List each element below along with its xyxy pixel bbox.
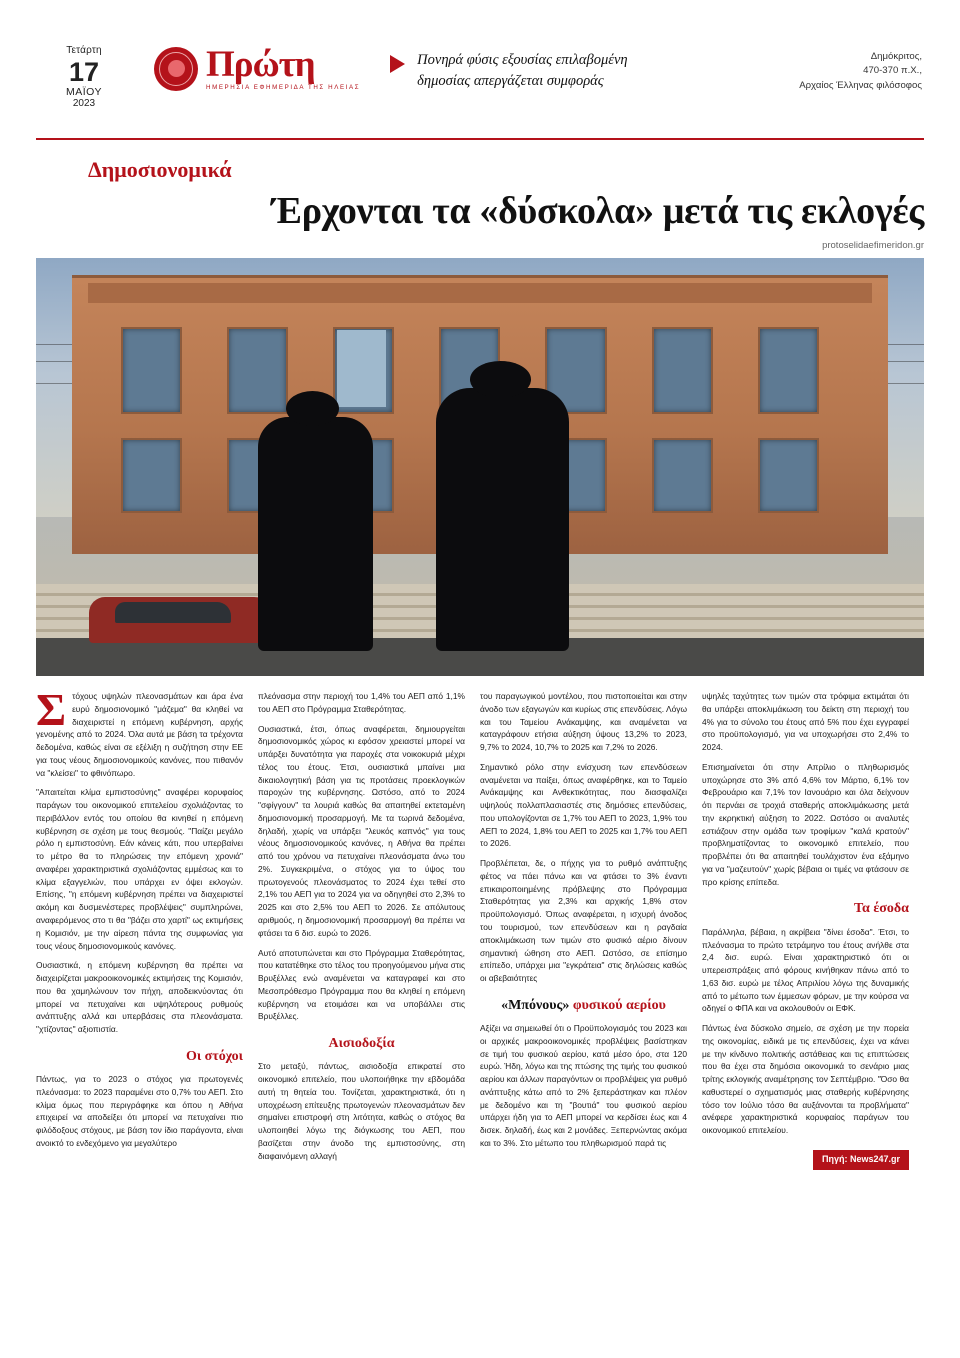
quote-line-2: δημοσίας απεργάζεται συμφοράς: [417, 72, 604, 89]
section-subhead: Οι στόχοι: [185, 1048, 243, 1064]
date-month: ΜΑΪΟΥ: [66, 85, 102, 98]
masthead-divider: [36, 138, 924, 140]
paragraph: του παραγωγικού μοντέλου, που πιστοποιείται και στην άνοδο των εξαγωγών και κυρίως στις επενδύσεις. Λόγω και του Ταμείου Ανάκαμψης, και αναμένεται να καταγράφουν ετήσια αύξηση ύψους 13,2% το 2023, 9,7% το 2024, 10,7% το 2025 και 7,2% το 2026.: [480, 691, 687, 753]
section-subhead-plain: «Μπόνους»: [501, 997, 573, 1013]
paragraph: Πάντως ένα δύσκολο σημείο, σε σχέση με την πορεία της οικονομίας, ειδικά με τις επενδύσεις, έχει να κάνει με την κίνδυνο πολιτικής αστάθειας και τις επιπτώσεις που θα έχει στα δημόσια οικονομικά το σενάριο μιας τρίτης εκλογικής αναμέτρησης τον Σεπτέμβριο. "Όσο θα καθυστερεί ο σχηματισμός μιας σταθερής κυβέρνησης τόσο τον Ιούλιο τόσο θα αυξάνονται τα προβλήματα" ανέφερε χαρακτηριστικά κορυφαίος παράγων του οικονομικού επιτελείου.: [702, 1023, 909, 1136]
paragraph: Επισημαίνεται ότι στην Απρίλιο ο πληθωρισμός υποχώρησε στο 3% από 4,6% τον Μάρτιο, 6,1% τον Φεβρουάριο και 7,1% τον Ιανουάριο και όλα δείχνουν ότι περνάει σε τροχιά σταθερής αποκλιμάκωσης μετά την εκρηκτική αύξηση το 2022. Ωστόσο οι αναλυτές εστιάζουν στην ομάδα των τροφίμων "καλά κρατούν" προβληματίζοντας το οικονομικό επιτελείο, που προβλέπει ότι θα απαιτηθεί τουλάχιστον ένα εξάμηνο για να "μαζευτούν" χωρίς βέβαια οι τιμές να φτάσουν σε προ κρίσης επίπεδα.: [702, 761, 909, 887]
article-photo: [36, 258, 924, 676]
paragraph: Στο μεταξύ, πάντως, αισιοδοξία επικρατεί στο οικονομικό επιτελείο, που υλοποιήθηκε την εβδομάδα αυτή τη θητεία του. Τονίζεται, χαρακτηριστικά, ότι η υποχρέωση επίτευξης πρωτογενών πλεονασμάτων δεν σημαίνει επιστροφή στη λιτότητα, καθώς ο στόχος θα υλοποιηθεί λόγω της διόγκωσης του ΑΕΠ, που βασίζεται στην άνοδο της εμπιστοσύνης, στη διαφαινόμενη αλλαγή: [258, 1061, 465, 1161]
paragraph: "Απαιτείται κλίμα εμπιστοσύνης" αναφέρει κορυφαίος παράγων του οικονομικού επιτελείου σχολιάζοντας το περιβάλλον εντός του οποίου θα κινηθεί η επόμενη κυβέρνηση σε σχέση με τους θεσμούς. "Παίζει μεγάλο ρόλο η εμπιστοσύνη. Εάν κάνεις κάτι, που υπερβαίνει το μέτρο θα το πληρώσεις την επόμενη χρονιά" αναφέρει χαρακτηριστικά σχολιάζοντας εμμέσως και το κλίμα εξαγγελιών, που υπάρχει εν όψει εκλογών. Επίσης, "η επόμενη κυβέρνηση πρέπει να διαχειριστεί ακόμη και δυσμενέστερες προβλέψεις" συμπληρώνει, αναφερόμενος στο τι θα "βάζει στο χαρτί" ως εκτιμήσεις η Κομισιόν, με την αίρεση πάντα της συμφωνίας για τους νέους δημοσιονομικούς κανόνες.: [36, 787, 243, 951]
column-1: [36, 684, 243, 1170]
seal-icon: [154, 47, 198, 91]
logo-name: Πρώτη: [206, 44, 315, 85]
date-weekday: Τετάρτη: [66, 45, 102, 56]
paragraph: Ουσιαστικά, έτσι, όπως αναφέρεται, δημιουργείται δημοσιονομικός χώρος κι εφόσον χρειαστεί μπορεί να υπάρξει δυνατότητα για παροχές στα νοικοκυριά μέχρι τέλος του έτους. Έτσι, ουσιαστικά μπαίνει μια δικαιολογητική βάση για τις προτάσεις προεκλογικών παροχών της κυβέρνησης. Ωστόσο, από το 2024 "σφίγγουν" τα λουριά καθώς θα απαιτηθεί εκτεταμένη δημοσιονομική προσαρμογή. Με τα τωρινά δεδομένα, δηλαδή, χωρίς να υπάρξει "λευκός καπνός" για τους νέους δημοσιονομικούς κανόνες, η Αθήνα θα πρέπει από του χρόνου να πετυχαίνει πλεονάσματα άνω του 2%. Συγκεκριμένα, ο στόχος για το ύψος του πρωτογενούς πλεονάσματος το 2024 έχει τεθεί στο 2,1% του ΑΕΠ για το 2024 για να οδηγηθεί στο 2,3% το 2025 και στο 2,5% του ΑΕΠ το 2026. Σε απόλυτους αριθμούς, η δημοσιονομική προσαρμογή θα πρέπει να φτάσει τα 6 δισ. ευρώ το 2026.: [258, 723, 465, 938]
logo-tagline: ΗΜΕΡΗΣΙΑ ΕΦΗΜΕΡΙΔΑ ΤΗΣ ΗΛΕΙΑΣ: [206, 84, 361, 91]
watermark-text: protoselidaefimeridon.gr: [822, 240, 924, 251]
photo-cornice: [88, 283, 872, 302]
paragraph: Αυτό αποτυπώνεται και στο Πρόγραμμα Σταθερότητας, που κατατέθηκε στο τέλος του προηγούμενου μήνα στις Βρυξέλλες ενώ αναμένεται να καταγραφεί και στο Μεσοπρόθεσμο Πρόγραμμα που θα κληθεί η επόμενη κυβέρνηση να ετοιμάσει και να υποβάλλει στις Βρυξέλλες.: [258, 947, 465, 1022]
photo-car: [89, 597, 275, 643]
attribution-line-3: Αρχαίος Έλληνας φιλόσοφος: [799, 79, 922, 91]
date-day: 17: [68, 56, 100, 87]
paragraph: πλεόνασμα στην περιοχή του 1,4% του ΑΕΠ από 1,1% του ΑΕΠ στο Πρόγραμμα Σταθερότητας.: [258, 691, 465, 714]
section-subhead: Αισιοδοξία: [328, 1036, 395, 1052]
paragraph: Πάντως, για το 2023 ο στόχος για πρωτογενές πλεόνασμα: το 2023 παραμένει στο 0,7% του ΑΕΠ. Στο κλίμα όμως που περιγράφηκε και όπου η Αθήνα επιχειρεί να αποδείξει ότι μπορεί να πετυχαίνει πιο φιλόδοξους στόχους, με βάση τον ίδιο παράγοντα, είναι ανοικτό το ενδεχόμενο για μεγαλύτερο: [36, 1074, 243, 1148]
article-kicker: Δημοσιονομικά: [88, 157, 232, 182]
date-year: 2023: [72, 97, 96, 109]
section-subhead: Τα έσοδα: [853, 901, 909, 917]
quote-attribution: [799, 44, 924, 93]
article-body: [36, 684, 924, 1170]
date-block: [36, 44, 132, 109]
dropcap: Σ: [36, 684, 67, 735]
logo-text: [206, 46, 360, 91]
paragraph-text: τόχους υψηλών πλεονασμάτων και άρα ένα ευρύ δημοσιονομικό "μάζεμα" θα κληθεί να διαχειριστεί η επόμενη κυβέρνηση, αρχής γενομένης από το 2024. Όλα αυτά με βάση τα τρέχοντα δεδομένα, καθώς είναι σε εξέλιξη η συζήτηση στην ΕΕ για τους νέους δημοσιονομικούς κανόνες, που πιθανόν να "κλείσει" το φθινόπωρο.: [36, 691, 243, 778]
column-2: [258, 690, 465, 1170]
quote-block: [390, 44, 627, 91]
paragraph: Ουσιαστικά, η επόμενη κυβέρνηση θα πρέπει να διαχειρίζεται μακροοικονομικές εκτιμήσεις της Κομισιόν, που θα χαμηλώνουν τον πήχη, αποδεικνύοντας ότι μπορεί να πετυχαίνει και υψηλότερους ρυθμούς ανάπτυξης αλλά και υπερβάσεις στα πλεονάσματα. "χτίζοντας" αξιοπιστία.: [36, 960, 243, 1035]
paragraph: Σημαντικό ρόλο στην ενίσχυση των επενδύσεων αναμένεται να παίξει, όπως αναφέρθηκε, και το Ταμείο Ανάκαμψης και Ανθεκτικότητας, που διασφαλίζει υψηλούς πολλαπλασιαστές στις δημόσιες επενδύσεις, που υπολογίζονται σε 1,7% του ΑΕΠ το 2023, 1,9% του ΑΕΠ το 2024, 1,8% του ΑΕΠ το 2025 και 1,7% του ΑΕΠ το 2026.: [480, 761, 687, 849]
attribution-line-1: Δημόκριτος,: [870, 51, 922, 62]
newspaper-logo: [154, 44, 360, 91]
paragraph: [36, 684, 243, 779]
section-subhead: [480, 995, 687, 1016]
source-badge: Πηγή: News247.gr: [813, 1150, 909, 1170]
masthead: [36, 0, 924, 122]
photo-silhouette-1: [258, 417, 373, 651]
arrow-right-icon: [390, 55, 405, 73]
paragraph: Παράλληλα, βέβαια, η ακρίβεια "δίνει έσοδα". Έτσι, το πλεόνασμα το πρώτο τετράμηνο του έτους ανήλθε στα 2,4 δισ. ευρώ. Είναι χαρακτηριστικό ότι οι υπερεισπράξεις από φόρους κινήθηκαν πάνω από το 1,63 δισ. ευρώ με τέλος Απριλίου λόγω της δυναμικής από το μέτωπο των έμμεσων φόρων, με την κούρσα να οδηγεί ο ΦΠΑ και να ακολουθούν οι ΕΦΚ.: [702, 926, 909, 1014]
quote-text: [417, 50, 627, 91]
photo-silhouette-2: [436, 388, 569, 651]
page-title: Έρχονται τα «δύσκολα» μετά τις εκλογές: [271, 190, 924, 232]
attribution-line-2: 470-370 π.Χ.,: [863, 65, 922, 77]
section-subhead-accent: φυσικού αερίου: [572, 997, 666, 1013]
paragraph: Προβλέπεται, δε, ο πήχης για το ρυθμό ανάπτυξης φέτος να πάει πάνω και να φτάσει το 3% έναντι επικαιροποιημένης πρόβλεψης στο Πρόγραμμα Σταθερότητας για 2,3% και αρχικής 1,8% στον προϋπολογισμό. Όπως αναφέρεται, η ισχυρή άνοδος του τουρισμού, των επενδύσεων και η ραγδαία αποκλιμάκωση των τιμών στο φυσικό αέριο δίνουν σημαντική ώθηση στο ΑΕΠ. Ωστόσο, σε επίσημο επίπεδο, υπάρχει μια "εγκράτεια" στις δηλώσεις καθώς οι αβεβαιότητες: [480, 858, 687, 984]
column-4: [702, 690, 909, 1170]
column-3: [480, 690, 687, 1170]
seal-inner-icon: [168, 60, 185, 77]
paragraph: Αξίζει να σημειωθεί ότι ο Προϋπολογισμός του 2023 και οι αρχικές μακροοικονομικές προβλέψεις βασίστηκαν σε τιμή του φυσικού αερίου, κατά μέσο όρο, στα 120 ευρώ. Ήδη, λόγω και της πτώσης της τιμής του φυσικού αερίου και άλλων παραγόντων οι προβλέψεις για ρυθμό ανάπτυξης κάτω από το 2% ξεπεράστηκαν και πλέον με δεδομένο και τη "βουτιά" του φυσικού αερίου υπάρχει ήδη για το ΑΕΠ μπορεί να κερδίσει έως και 4 δισεκ. δηλαδή, έως και 2 μονάδες. Ξεπερνώντας ακόμα και το 3%. Στο μέτωπο του πληθωρισμού παρά τις: [480, 1023, 687, 1148]
quote-line-1: Πονηρά φύσις εξουσίας επιλαβομένη: [417, 52, 628, 68]
paragraph: υψηλές ταχύτητες των τιμών στα τρόφιμα εκτιμάται ότι θα υπάρξει αποκλιμάκωση του δείκτη στη περιοχή του 4% για το σύνολο του έτους από 5% που έχει εγγραφεί στο προϋπολογισμό, για να υποχωρήσει στο 2,4% το 2024.: [702, 691, 909, 753]
